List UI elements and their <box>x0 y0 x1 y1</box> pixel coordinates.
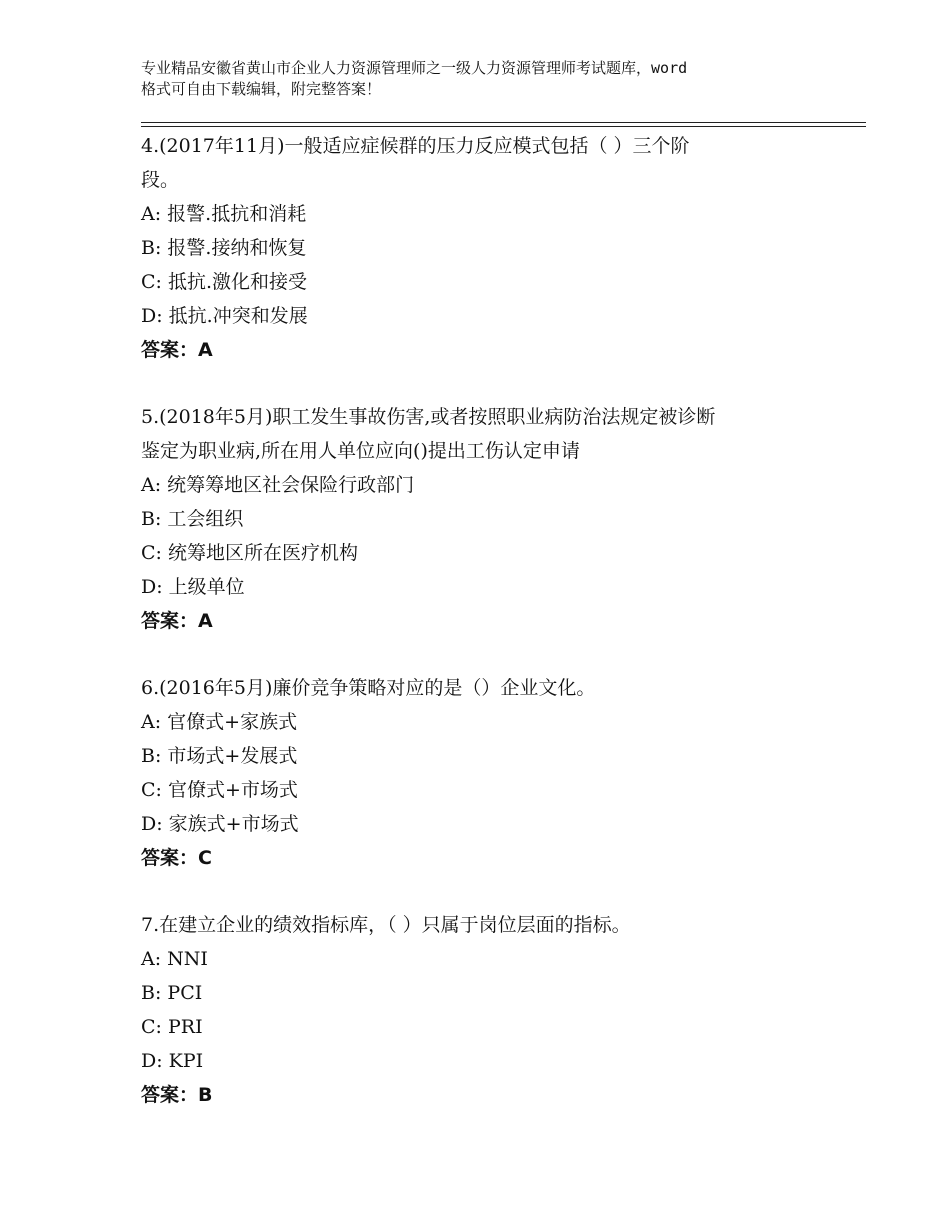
option-a: A: 统筹筹地区社会保险行政部门 <box>141 474 415 496</box>
option-d: D: KPI <box>141 1050 204 1072</box>
option-a: A: 报警.抵抗和消耗 <box>141 203 307 225</box>
question-stem-line: 6.(2016年5月)廉价竞争策略对应的是（）企业文化。 <box>141 677 596 699</box>
question-stem-line: 鉴定为职业病,所在用人单位应向()提出工伤认定申请 <box>141 440 580 462</box>
option-d: D: 家族式+市场式 <box>141 813 299 835</box>
answer-label: 答案：C <box>141 847 212 869</box>
header-line-2: 格式可自由下载编辑，附完整答案！ <box>141 80 382 98</box>
answer-label: 答案：A <box>141 610 213 632</box>
option-d: D: 抵抗.冲突和发展 <box>141 305 308 327</box>
option-c: C: PRI <box>141 1016 203 1038</box>
option-c: C: 统筹地区所在医疗机构 <box>141 542 358 564</box>
question-list <box>141 129 841 1112</box>
question-6 <box>141 671 841 875</box>
option-a: A: 官僚式+家族式 <box>141 711 298 733</box>
question-stem-line: 5.(2018年5月)职工发生事故伤害,或者按照职业病防治法规定被诊断 <box>141 406 716 428</box>
answer-label: 答案：A <box>141 339 213 361</box>
question-5 <box>141 400 841 638</box>
question-stem-line: 7.在建立企业的绩效指标库，（ ）只属于岗位层面的指标。 <box>141 914 631 936</box>
question-stem-line: 段。 <box>141 169 180 191</box>
question-spacer <box>141 875 841 908</box>
option-b: B: PCI <box>141 982 203 1004</box>
question-spacer <box>141 367 841 400</box>
option-d: D: 上级单位 <box>141 576 245 598</box>
option-a: A: NNI <box>141 948 208 970</box>
question-spacer <box>141 638 841 671</box>
option-b: B: 报警.接纳和恢复 <box>141 237 307 259</box>
option-c: C: 抵抗.激化和接受 <box>141 271 308 293</box>
question-4 <box>141 129 841 367</box>
option-b: B: 工会组织 <box>141 508 244 530</box>
option-c: C: 官僚式+市场式 <box>141 779 298 801</box>
option-b: B: 市场式+发展式 <box>141 745 298 767</box>
answer-label: 答案：B <box>141 1084 213 1106</box>
header-rule-top <box>141 122 866 123</box>
header-rule-bottom <box>141 126 866 127</box>
question-7 <box>141 908 841 1112</box>
page-header <box>141 58 841 100</box>
header-line-1: 专业精品安徽省黄山市企业人力资源管理师之一级人力资源管理师考试题库，word <box>141 59 688 77</box>
question-stem-line: 4.(2017年11月)一般适应症候群的压力反应模式包括（ ）三个阶 <box>141 135 690 157</box>
